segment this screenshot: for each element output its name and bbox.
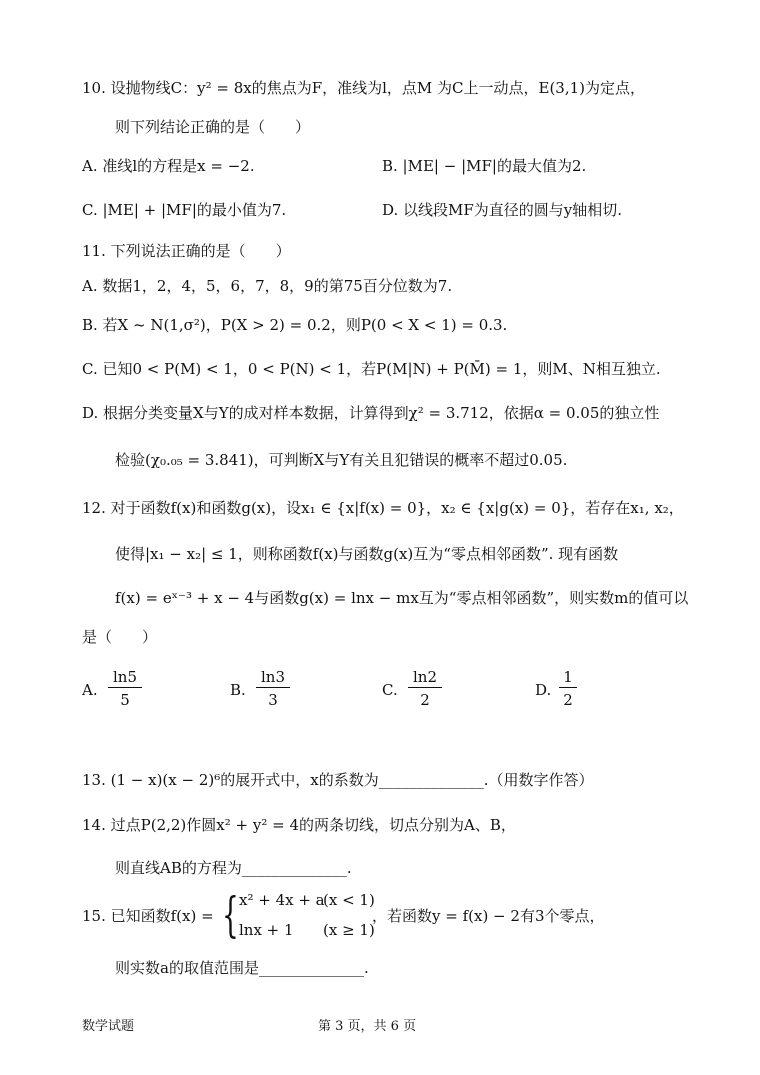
q12-option-a — [82, 667, 182, 713]
q15-line2: 则实数a的取值范围是______________. — [115, 959, 369, 977]
q12-option-d-denominator: 2 — [563, 691, 573, 709]
q12-option-b-denominator: 3 — [268, 691, 278, 709]
q11-option-d-line2: 检验(χ₀.₀₅ = 3.841)，可判断X与Y有关且犯错误的概率不超过0.05. — [115, 451, 568, 469]
q15-case1-condition: (x < 1) — [323, 891, 375, 909]
q12-option-d-numerator: 1 — [559, 667, 577, 688]
q12-option-a-label: A. — [82, 681, 98, 699]
q12-option-d-label: D. — [535, 681, 552, 699]
q10-stem-line2: 则下列结论正确的是（ ） — [115, 118, 311, 136]
q12-line3: f(x) = eˣ⁻³ + x − 4与函数g(x) = lnx − mx互为“零点相邻函数”，则实数m的值可以 — [115, 589, 689, 607]
q12-option-c — [382, 667, 482, 713]
q10-option-c: C. |ME| + |MF|的最小值为7. — [82, 201, 287, 219]
q15-case2-condition: (x ≥ 1) — [323, 921, 375, 939]
q12-line1: 12. 对于函数f(x)和函数g(x)，设x₁ ∈ {x|f(x) = 0}，x₂ ∈ {x|g(x) = 0}，若存在x₁, x₂， — [82, 499, 684, 517]
q12-option-a-numerator: ln5 — [108, 667, 142, 688]
q14-line1: 14. 过点P(2,2)作圆x² + y² = 4的两条切线，切点分别为A、B， — [82, 816, 516, 834]
q10-stem-line1: 10. 设抛物线C：y² = 8x的焦点为F，准线为l，点M 为C上一动点，E(3,1)为定点， — [82, 79, 646, 97]
q15-case2-expression: lnx + 1 — [239, 921, 294, 939]
q10-option-a: A. 准线l的方程是x = −2. — [82, 157, 255, 175]
q12-option-c-label: C. — [382, 681, 398, 699]
q11-option-a: A. 数据1，2，4，5，6，7，8，9的第75百分位数为7. — [82, 277, 453, 295]
q11-stem: 11. 下列说法正确的是（ ） — [82, 242, 291, 260]
q11-option-b: B. 若X ~ N(1,σ²)，P(X > 2) = 0.2，则P(0 < X < 1) = 0.3. — [82, 316, 508, 334]
q13-text: 13. (1 − x)(x − 2)⁶的展开式中，x的系数为______________.（用数字作答） — [82, 771, 594, 789]
q12-option-b — [230, 667, 330, 713]
q11-option-c: C. 已知0 < P(M) < 1，0 < P(N) < 1，若P(M|N) + P(M̄) = 1，则M、N相互独立. — [82, 360, 661, 378]
q12-option-a-denominator: 5 — [120, 691, 130, 709]
footer-subject: 数学试题 — [82, 1019, 135, 1034]
q15-prefix: 15. 已知函数f(x) = — [82, 907, 214, 925]
q12-option-d — [535, 667, 635, 713]
q10-option-b: B. |ME| − |MF|的最大值为2. — [382, 157, 587, 175]
footer-page-number: 第 3 页，共 6 页 — [318, 1019, 417, 1034]
q12-line4: 是（ ） — [82, 628, 158, 646]
q12-line2: 使得|x₁ − x₂| ≤ 1，则称函数f(x)与函数g(x)互为“零点相邻函数”. 现有函数 — [115, 545, 619, 563]
q10-option-d: D. 以线段MF为直径的圆与y轴相切. — [382, 201, 623, 219]
q14-line2: 则直线AB的方程为______________. — [115, 859, 352, 877]
q12-option-b-label: B. — [230, 681, 246, 699]
q15-left-brace: { — [222, 887, 239, 943]
q12-option-b-numerator: ln3 — [256, 667, 290, 688]
q15-suffix: ，若函数y = f(x) − 2有3个零点， — [372, 907, 605, 925]
q12-option-c-numerator: ln2 — [408, 667, 442, 688]
q15-case1-expression: x² + 4x + a — [239, 891, 325, 909]
q11-option-d-line1: D. 根据分类变量X与Y的成对样本数据，计算得到χ² = 3.712，依据α = 0.05的独立性 — [82, 404, 660, 422]
q12-option-c-denominator: 2 — [420, 691, 430, 709]
